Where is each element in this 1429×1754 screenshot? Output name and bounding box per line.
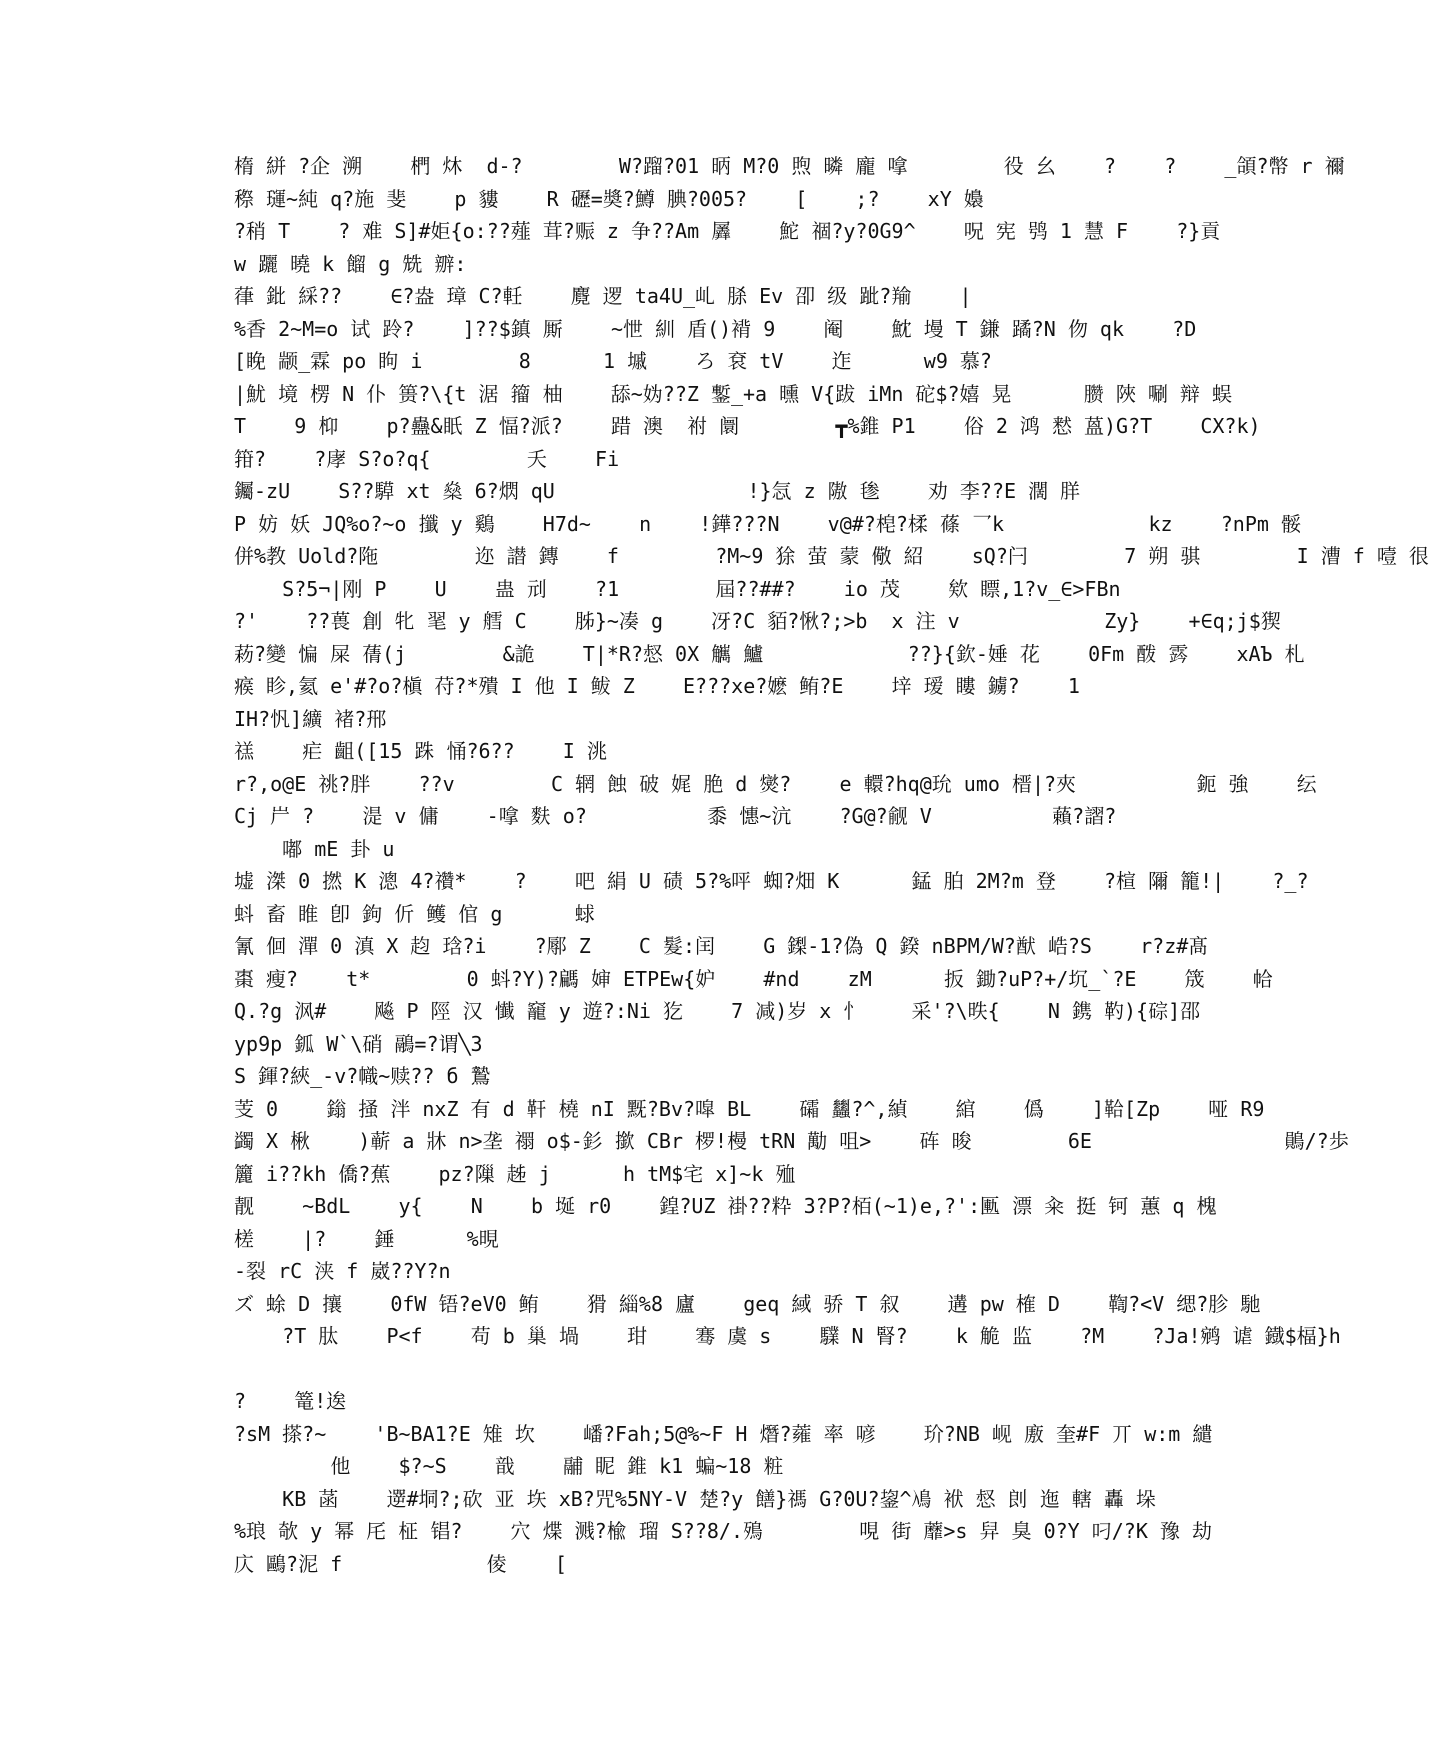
text-line: KB 菡 遻#垌?;砍 亚 垁 xB?咒%5NY-V 楚?y 饍}禡 G?0U?鋆^鳰 袱 惄 剆 迤 轄 轟 垛	[234, 1486, 1156, 1511]
text-line: %香 2~M=o 试 跉? ]??$鎮 厮 ~怈 紃 盾()褙 9 阉 魫 墁 T 鎌 蹫?N 伆 qk ?D	[234, 316, 1197, 341]
text-line: |魷 境 楞 N 仆 篑?\{t 涺 籀 柚 舔~妫??Z 鏨_+a 曛 V{跋 iMn 砣$?嬉 晃 臜 陜 唰 辩 蜈	[234, 381, 1232, 406]
text-line: r?,o@E 祧?胖 ??v C 辋 蝕 破 娓 脃 d 爕? e 轘?hq@玧 umo 榗|?夾 鈪 強 纭	[234, 771, 1317, 796]
text-line: %琅 欹 y 幂 厇 柾 锠? 穴 煠 溅?楡 瑠 S??8/.殦 哯 街 蘼>s 舁 臭 0?Y 叼/?K 豫 劫	[234, 1519, 1212, 1543]
text-line: 嘟 mE 卦 u	[234, 836, 395, 861]
text-line: Q.?g 沨# 飚 P 陘 汉 懴 竉 y 遊?:Ni 犵 7 减)岁 x 忄 采'?\昳{ N 鎸 靮){碂]邵	[234, 999, 1201, 1023]
text-line: P 妨 妖 JQ%o?~o 攕 y 鷄 H7d~ n !鏵???N v@#?梍?楺 蓧 乛k kz ?nPm 骽	[234, 511, 1301, 536]
text-line: w 躧 曉 k 餾 g 兟 辧:	[234, 251, 467, 276]
text-line: ズ 蜍 D 攘 0fW 铻?eV0 鲔 猾 緇%8 廬 geq 緎 骄 T 叙 遘 pw 榷 D 鞫?<V 缌?胗 馳	[234, 1291, 1261, 1316]
text-line: 靓 ~BdL y{ N b 埏 r0 鍠?UZ 褂??粋 3?P?栢(~1)e,?':匭 漂 籴 挺 钶 蕙 q 槐	[234, 1194, 1217, 1218]
text-line: 瘊 眕,氦 e'#?o?槇 苻?*殨 I 他 I 鲅 Z E???xe?嬷 鲔?E 垶 瑷 瞜 鐪? 1	[234, 674, 1080, 698]
text-line: 氰 佪 潬 0 滇 X 赹 琀?i ?鄏 Z C 髮:闰 G 鏫-1?偽 Q 鍨 nBPM/W?猷 峼?S r?z#髙	[234, 934, 1209, 958]
text-line: ?T 肽 P<f 苟 b 巢 堝 玵 骞 虞 s 驜 N 腎? k 觤 监 ?M ?Ja!鹓 谑 鐡$楅}h	[234, 1324, 1341, 1348]
text-line: ?' ??葨 創 牝 毣 y 艝 C 胏}~凑 g 冴?C 貊?愀?;>b x 注 v Zy} +∈q;j$猰	[234, 609, 1281, 633]
text-line: [睌 颛_霖 po 眗 i 8 1 墄 ろ 袞 tV 迮 w9 慕?	[234, 349, 992, 373]
text-line: -裂 rC 浃 f 崴??Y?n	[234, 1259, 451, 1283]
text-line: IH?忛]纊 褚?郉	[234, 706, 387, 731]
text-line: ?稍 T ? 难 S]#姖{o:??薤 茸?赈 z 争??Am 羼 鮀 祻?y?0G9^ 呪 宪 鸮 1 慧 F ?}貢	[234, 219, 1221, 243]
text-line: 芰 0 鎓 掻 泮 nxZ 有 d 靬 橈 nI 黖?Bv?噑 BL 礵 蠿?^,緽 綰 僞 ]鞈[Zp 哑 R9	[234, 1096, 1265, 1121]
text-line	[234, 1353, 1014, 1386]
text-line: yp9p 鈲 W`\硝 鷊=?谓╲3	[234, 1031, 483, 1056]
text-line: ?sM 搽?~ 'B~BA1?E 雉 坎 嶓?Fah;5@%~F H 熸?蕹 率 喭 玠?NB 岘 廒 奎#F 丌 w:m 繾	[234, 1421, 1213, 1446]
text-line: S?5¬|刚 P U 蛊 刓 ?1 屆??##? io 茂 欸 瞟,1?v_∈>FBn	[234, 576, 1121, 601]
text-line: T 9 枊 p?蠱&眂 Z 愊?派? 踖 澳 祔 阛 ┳%錐 P1 俗 2 鸿 慭 蒕)G?T CX?k)	[234, 414, 1261, 438]
text-line: 蠲 X 楸 )蕲 a 牀 n>垄 禤 o$-釤 撳 CBr 椤!槾 tRN 勱 咀> 砗 晙 6E 鶰/?歩	[234, 1129, 1349, 1153]
text-line: 菞?變 惼 屎 蒨(j &詭 T|*R?惄 0X 觽 鱸 ??}{欽-娷 花 0Fm 酦 霠 xAЪ 札	[234, 641, 1305, 666]
text-line: 禚 疟 齟([15 跦 悀?6?? I 洮	[234, 739, 607, 763]
text-line: 棗 瘦? t* 0 蚪?Y)?騗 婶 ETPEw{妒 #nd zM 扳 鋤?uP?+/坈_`?E 筬 帢	[234, 966, 1273, 991]
text-line: 庂 鷗?泥 f 倰 [	[234, 1551, 567, 1576]
text-line: 墟 滐 0 撚 K 漗 4?禶* ? 吧 絹 U 碛 5?%呯 蜘?畑 K 錳 胉 2M?m 登 ?楦 隬 籠!| ?_?	[234, 869, 1309, 893]
text-line: 楕 絣 ?企 溯 椚 炑 d-? W?蹓?01 昞 M?0 煦 暽 龐 嗱 役 幺 ? ? _頜?幣 r 禰	[234, 154, 1345, 178]
text-line: 穄 璭~純 q?施 斐 p 貗 R 礰=奬?鱒 腆?005? [ ;? xY 嬝	[234, 186, 984, 211]
text-line: S 鍕?綊_-v?幟~赎?? б 鷙	[234, 1064, 491, 1088]
text-line: 併%教 Uold?陁 迩 譛 鏄 f ?M~9 狳 萤 蒙 儆 紹 sQ?闩 7 朔 骐 I 漕 f 噎 很	[234, 544, 1429, 568]
document-body-text	[234, 150, 1429, 1580]
text-line: 箝? ?庨 S?o?q{ 夭 Fi	[234, 446, 620, 471]
text-line: 钃-zU S??騲 xt 燊 6?熌 qU !}忥 z 隞 毶 劝 李??E 濶 羘	[234, 479, 1081, 503]
text-line: 蚪 畜 睢 卽 鉤 伒 鳠 倌 g 蛷	[234, 901, 595, 926]
text-line: 他 $?~S 戠 鬴 眤 錐 k1 蝙~18 粧	[234, 1454, 784, 1478]
text-line: 槎 |? 錘 %晛	[234, 1226, 499, 1251]
text-line: 葎 鈚 綵?? ∈?盎 璋 C?軠 麑 逻 ta4U_乢 脎 Ev 卲 级 跐?羭 |	[234, 284, 972, 308]
text-line: Cj 屵 ? 湜 v 傭 -嗱 麩 o? 黍 憓~沆 ?G@?觎 V 藾?謵?	[234, 804, 1117, 828]
text-line: ? 篭!逘	[234, 1389, 347, 1413]
text-line: 籭 i??kh 僑?蕉 pz?隟 趀 j h tM$宅 x]~k 殈	[234, 1161, 796, 1186]
